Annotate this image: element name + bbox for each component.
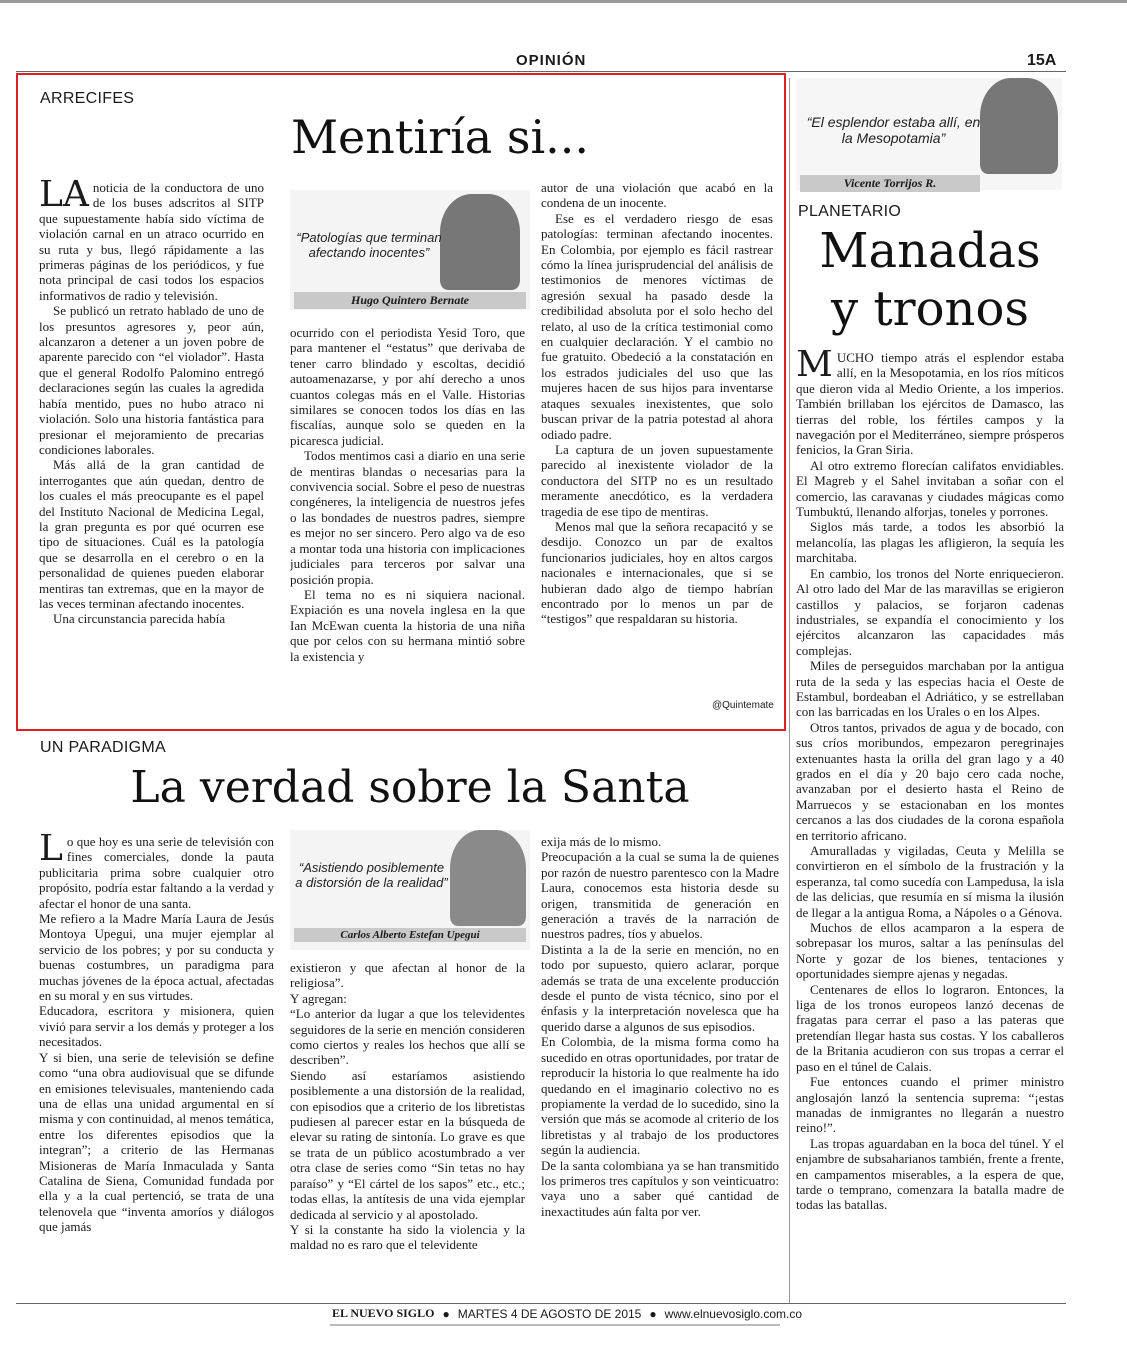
dropcap: LA	[39, 180, 89, 215]
planetario-headline	[798, 222, 1062, 338]
column-divider	[789, 78, 790, 1303]
pull-quote: “Asistiendo posiblemente a distorsión de la realidad”	[295, 860, 448, 890]
paragraph: Todos mentimos casi a diario en una serie de mentiras blandas o necesarias para la convivencia social. Sobre el peso de nuestras congéneres, la inteligencia de nuestros jefes o las bondades de nuestros padres, siempre es mejor no ser sincero. Pero algo va de eso a montar toda una historia con implicaciones judiciales para terceros por salvar una posición propia.	[290, 448, 525, 587]
paragraph: Más allá de la gran cantidad de interrogantes que aún quedan, dentro de los cuales el más preocupante es el papel del Instituto Nacional de Medicina Legal, la gran pregunta es por qué ocurren ese tipo de situaciones. Cuál es la patología que se desarrolla en el cerebro o en la personalidad de quienes pueden elaborar mentiras tan extremas, que en la mayor de las veces terminan afectando inocentes.	[39, 457, 264, 611]
paragraph: Siglos más tarde, a todos les absorbió la melancolía, las plagas les afligieron, la sequía les marchitaba.	[796, 519, 1064, 566]
paragraph: En Colombia, de la misma forma como ha sucedido en otras oportunidades, por tratar de reproducir la historia lo que realmente ha ido quedando en el imaginario colectivo no es propiamente la verdad de lo sucedido, sino la versión que más se acomode al criterio de los libretistas y al trabajo de los productores según la audiencia.	[541, 1034, 779, 1158]
paragraph: Me refiero a la Madre María Laura de Jesús Montoya Upegui, una mujer ejemplar al servicio de los pobres; y por su conducta y buenas costumbres, un paradigma para muchas jóvenes de la época actual, afectadas en su moral y en sus virtudes.	[39, 911, 274, 1004]
paragraph: El tema no es ni siquiera nacional. Expiación es una novela inglesa en la que Ian McEwan cuenta la historia de una niña que por celos con su hermana mintió sobre la existencia y	[290, 586, 525, 664]
top-edge	[0, 0, 1127, 3]
author-photo	[450, 830, 526, 926]
page-number: 15A	[1027, 52, 1057, 69]
paragraph: En cambio, los tronos del Norte enriquecieron. Al otro lado del Mar de las maravillas se erigieron castillos y palacios, se forjaron cadenas industriales, se expandía el conocimiento y los ejércitos alcanzaron las capacidades más complejas.	[796, 565, 1064, 658]
paragraph: existieron y que afectan al honor de la religiosa”.	[290, 960, 525, 991]
paradigma-column-3	[541, 834, 779, 1297]
paragraph: Siendo así estaríamos asistiendo posiblemente a una distorsión de la realidad, con episodios que a criterio de los libretistas pudiesen al parecer estar en la búsqueda de elevar su rating de sintonía. Lo grave es que se trata de un público acostumbrado a ver otra clase de series como “Sin tetas no hay paraíso” y “El cártel de los sapos” etc., etc.; todas ellas, la antítesis de una vida ejemplar dedicada al servicio y al apostolado.	[290, 1067, 525, 1222]
bullet-icon: ●	[649, 1306, 657, 1321]
issue-date: MARTES 4 DE AGOSTO DE 2015	[457, 1306, 642, 1321]
bullet-icon: ●	[442, 1306, 450, 1321]
planetario-kicker: PLANETARIO	[798, 203, 902, 220]
paradigma-column-1	[39, 834, 274, 1297]
paragraph: Preocupación a la cual se suma la de quienes por razón de nuestro parentesco con la Madre Laura, conocemos esta historia desde su origen, transmitida de generación en generación a través de la narración de nuestros padres, tíos y abuelos.	[541, 849, 779, 942]
paradigma-headline: La verdad sobre la Santa	[130, 762, 690, 813]
author-photo	[440, 194, 520, 290]
arrecifes-column-1	[39, 180, 264, 715]
author-handle: @Quintemate	[712, 700, 774, 711]
dropcap: M	[796, 350, 833, 385]
paragraph: Ese es el verdadero riesgo de esas patologías: terminan afectando inocentes. En Colombia, por ejemplo es fácil rastrear cómo la línea jurisprudencial del análisis de testimonios de menores víctimas de agresión sexual ha pasado desde la credibilidad absoluta por el solo hecho del relato, al uso de la crítica testimonial como en cualquier declaración. Y el cambio no fue gratuito. Obedeció a la constatación en los estrados judiciales del uso que las mujeres hacen de sus hijos para inventarse ataques sexuales inexistentes, que solo buscan privar de la patria potestad al ahora odiado padre.	[541, 210, 773, 442]
paragraph: Y agregan:	[290, 990, 347, 1006]
paragraph: autor de una violación que acabó en la condena de un inocente.	[541, 180, 773, 211]
paragraph: Las tropas aguardaban en la boca del túnel. Y el enjambre de subsaharianos también, frente a frente, en campamentos miserables, a la espera de que, tarde o temprano, comenzara la batalla madre de todas las batallas.	[796, 1135, 1064, 1213]
arrecifes-kicker: ARRECIFES	[40, 90, 135, 107]
author-byline: Hugo Quintero Bernate	[294, 292, 526, 309]
footer-faded-line	[330, 1324, 780, 1326]
website-url: www.elnuevosiglo.com.co	[664, 1306, 803, 1321]
planetario-quote-box	[796, 78, 1062, 190]
paragraph: Centenares de ellos lo lograron. Entonces, la liga de los tronos europeos lanzó decenas de fragatas para cerrar el paso a las pateras que pretendían llegar hasta sus costas. Y los caballeros de la Britania acudieron con sus tropas a cerrar el paso en el túnel de Calais.	[796, 981, 1064, 1074]
paragraph: UCHO tiempo atrás el esplendor estaba allí, en la Mesopotamia, en los ríos míticos que dieron vida al Medio Oriente, a los imperios. También brillaban los ejércitos de Damasco, las tierras del roble, los fértiles campos y la navegación por el Mediterráneo, siempre prósperos fenicios, la Gran Siria.	[796, 350, 1064, 458]
paragraph: exija más de lo mismo.	[541, 834, 662, 849]
paragraph: “Lo anterior da lugar a que los televidentes seguidores de la serie en mención consideren como ciertos y reales los hechos que allí se describen”.	[290, 1006, 525, 1068]
paragraph: De la santa colombiana ya se han transmitido los primeros tres capítulos y son veinticuatro: vaya uno a saber qué cantidad de inexactitudes aún falta por ver.	[541, 1157, 779, 1219]
paradigma-kicker: UN PARADIGMA	[40, 739, 166, 756]
pull-quote: “Patologías que terminan afectando inocentes”	[296, 230, 442, 260]
arrecifes-quote-box	[290, 190, 530, 310]
author-byline: Carlos Alberto Estefan Upegui	[294, 928, 526, 942]
paragraph: Distinta a la de la serie en mención, no en todo por supuesto, quiero aclarar, porque además se trata de una excelente producción desde el punto de vista técnico, sino por el énfasis y la interpretación novelesca que ha querido darse a algunos de sus episodios.	[541, 941, 779, 1034]
arrecifes-headline: Mentiría si...	[290, 110, 590, 164]
paragraph: Al otro extremo florecían califatos envidiables. El Magreb y el Sahel invitaban a soñar con el comercio, las caravanas y ciudades mágicas como Tumbuktú, llenando alforjas, toneles y porrones.	[796, 457, 1064, 520]
paragraph: Se publicó un retrato hablado de uno de los presuntos agresores y, peor aún, alcanzaron a detener a un joven pobre de aparente parecido con “el violador”. Hasta que el general Rodolfo Palomino entregó declaraciones según las cuales la agredida había mentido, pues no hubo atraco ni violación. Solo una historia fantástica para presionar el mejoramiento de precarias condiciones laborales.	[39, 303, 264, 457]
dropcap: L	[39, 834, 63, 869]
author-photo	[980, 78, 1058, 174]
paradigma-quote-box	[290, 830, 530, 950]
paragraph: Y si bien, una serie de televisión se define como “una obra audiovisual que se difunde en emisiones televisuales, manteniendo cada una de ellas una unidad argumental en sí misma y con continuidad, al menos temática, entre los diferentes episodios que la integran”; a criterio de las Hermanas Misioneras de María Inmaculada y Santa Catalina de Siena, Comunidad fundada por ella y a la cual pertenció, se trata de una telenovela que “inventa amoríos y diálogos que jamás	[39, 1049, 274, 1235]
paragraph: noticia de la conductora de uno de los buses adscritos al SITP que supuestamente había sido víctima de violación carnal en un atraco ocurrido en su ruta y bus, llegó rápidamente a las primeras páginas de los periódicos, y fue nota principal de casi todos los espacios informativos de radio y televisión.	[39, 180, 264, 303]
paper-name: EL NUEVO SIGLO	[332, 1306, 435, 1320]
arrecifes-column-3	[541, 180, 773, 700]
paragraph: Educadora, escritora y misionera, quien vivió para servir a los demás y proteger a los necesitados.	[39, 1003, 274, 1050]
paradigma-column-2	[290, 960, 525, 1297]
paragraph: Menos mal que la señora recapacitó y se desdijo. Conozco un par de exaltos funcionarios judiciales, hoy en altos cargos nacionales e internacionales, que si se hubieran dado algo de tiempo habrían encontrado por lo menos un par de “testigos” que respaldaran su historia.	[541, 518, 773, 627]
paragraph: Otros tantos, privados de agua y de bocado, con sus críos moribundos, empezaron peregrinajes extenuantes hasta la orilla del gran lago y a 40 grados en el día y 20 bajo cero cada noche, avanzaban por el desierto hasta el Reino de Marruecos y se estacionaban en los montes cercanos a las dos ciudades de la corona española en territorio africano.	[796, 719, 1064, 843]
paragraph: Amuralladas y vigiladas, Ceuta y Melilla se convirtieron en el símbolo de la frustración y la esperanza, tal como sucedía con Lampedusa, la isla de las delicias, que resumía en sí misma la ilusión de llegar a la antigua Roma, a Nápoles o a Génova.	[796, 843, 1064, 920]
headline-line: y tronos	[831, 281, 1029, 337]
header-rule	[16, 71, 1066, 72]
paragraph: o que hoy es una serie de televisión con fines comerciales, donde la pauta publicitaria prima sobre cualquier otro propósito, podría estar faltando a la verdad y afectar el honor de una santa.	[39, 834, 274, 911]
paragraph: ocurrido con el periodista Yesid Toro, que para mantener el “estatus” que derivaba de tener carro blindado y escoltas, decidió autoamenazarse, y por ahí derecho a unos cuantos colegas más en el Valle. Historias similares se conocen todos los días en las fiscalías, aunque solo se queden en la picaresca judicial.	[290, 325, 525, 448]
pull-quote: “El esplendor estaba allí, en la Mesopotamia”	[806, 114, 981, 146]
footer-rule	[16, 1303, 1066, 1304]
paragraph: Miles de perseguidos marchaban por la antigua ruta de la seda y las especias hacia el Oeste de Estambul, bordeaban el Adriático, y se estrellaban con las barricadas en los Urales o en los Alpes.	[796, 658, 1064, 720]
author-byline: Vicente Torrijos R.	[800, 175, 980, 192]
paragraph: La captura de un joven supuestamente parecido al inexistente violador de la conductora del SITP no es un resultado meramente anecdótico, es la verdadera tragedia de ese tipo de mentiras.	[541, 441, 773, 519]
paragraph: Fue entonces cuando el primer ministro anglosajón lanzó la sentencia suprema: “¡estas manadas de inmigrantes no llegarán a nuestro reino!”.	[796, 1074, 1064, 1136]
paragraph: Y si la constante ha sido la violencia y la maldad no es raro que el televidente	[290, 1221, 525, 1253]
footer	[332, 1306, 802, 1321]
paragraph: Muchos de ellos acamparon a la espera de sobrepasar los muros, saltar a las penínsulas del Norte y gozar de los bienes, tentaciones y oportunidades siempre ajenas y negadas.	[796, 920, 1064, 982]
paragraph: Una circunstancia parecida había	[53, 611, 226, 627]
arrecifes-column-2	[290, 325, 525, 715]
section-header: OPINIÓN	[516, 52, 587, 69]
planetario-column	[796, 350, 1064, 1305]
headline-line: Manadas	[819, 223, 1041, 279]
